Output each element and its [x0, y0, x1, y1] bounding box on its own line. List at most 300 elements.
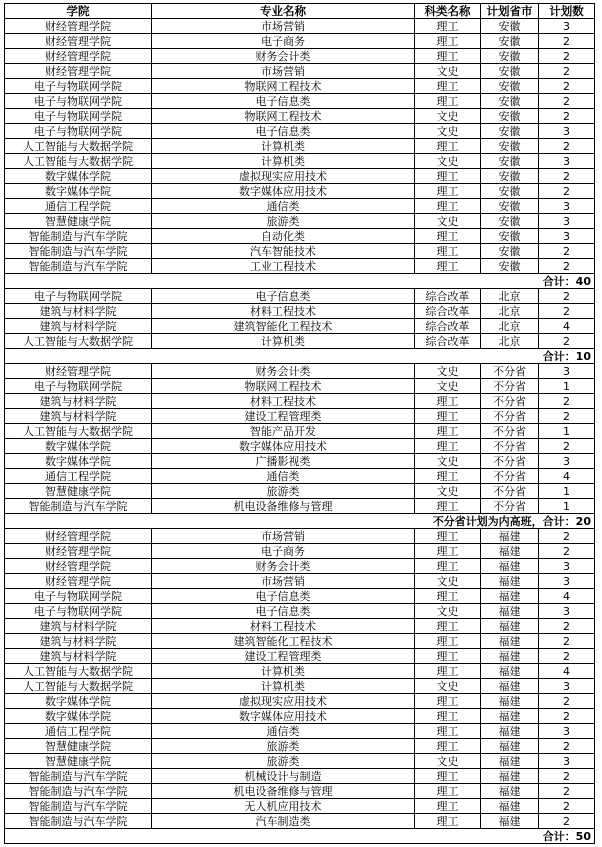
province-cell: 安徽: [481, 139, 539, 154]
table-row: [5, 94, 595, 109]
province-cell: 安徽: [481, 214, 539, 229]
count-cell: 2: [539, 784, 595, 799]
college-cell: 建筑与材料学院: [5, 304, 152, 319]
count-cell: 1: [539, 424, 595, 439]
province-cell: 安徽: [481, 154, 539, 169]
major-cell: 汽车制造类: [152, 814, 415, 829]
count-cell: 3: [539, 454, 595, 469]
major-cell: 物联网工程技术: [152, 79, 415, 94]
section-total: 合计：40: [5, 274, 595, 289]
category-cell: 文史: [415, 154, 481, 169]
province-cell: 福建: [481, 769, 539, 784]
category-cell: 文史: [415, 124, 481, 139]
category-cell: 文史: [415, 679, 481, 694]
count-cell: 2: [539, 814, 595, 829]
province-cell: 北京: [481, 334, 539, 349]
province-cell: 福建: [481, 754, 539, 769]
major-cell: 物联网工程技术: [152, 109, 415, 124]
province-cell: 福建: [481, 814, 539, 829]
college-cell: 电子与物联网学院: [5, 79, 152, 94]
count-cell: 2: [539, 139, 595, 154]
category-cell: 文史: [415, 379, 481, 394]
section-total-row: [5, 274, 595, 289]
table-row: [5, 709, 595, 724]
category-cell: 理工: [415, 19, 481, 34]
college-cell: 建筑与材料学院: [5, 634, 152, 649]
province-cell: 福建: [481, 679, 539, 694]
table-row: [5, 394, 595, 409]
header-row: [5, 4, 595, 19]
category-cell: 理工: [415, 739, 481, 754]
category-cell: 理工: [415, 724, 481, 739]
major-cell: 无人机应用技术: [152, 799, 415, 814]
table-row: [5, 724, 595, 739]
college-cell: 智能制造与汽车学院: [5, 499, 152, 514]
table-row: [5, 409, 595, 424]
major-cell: 工业工程技术: [152, 259, 415, 274]
count-cell: 2: [539, 334, 595, 349]
category-cell: 理工: [415, 649, 481, 664]
category-cell: 理工: [415, 634, 481, 649]
category-cell: 文史: [415, 214, 481, 229]
province-cell: 北京: [481, 319, 539, 334]
category-cell: 理工: [415, 94, 481, 109]
section-total: 合计：10: [5, 349, 595, 364]
college-cell: 数字媒体学院: [5, 169, 152, 184]
province-cell: 不分省: [481, 469, 539, 484]
table-row: [5, 784, 595, 799]
table-row: [5, 559, 595, 574]
province-cell: 福建: [481, 604, 539, 619]
college-cell: 建筑与材料学院: [5, 319, 152, 334]
province-cell: 福建: [481, 709, 539, 724]
count-cell: 2: [539, 739, 595, 754]
count-cell: 3: [539, 199, 595, 214]
count-cell: 2: [539, 34, 595, 49]
province-cell: 福建: [481, 634, 539, 649]
table-row: [5, 184, 595, 199]
college-cell: 财经管理学院: [5, 559, 152, 574]
major-cell: 建筑智能化工程技术: [152, 319, 415, 334]
count-cell: 2: [539, 94, 595, 109]
header-major: 专业名称: [152, 4, 415, 19]
major-cell: 计算机类: [152, 664, 415, 679]
count-cell: 4: [539, 319, 595, 334]
college-cell: 人工智能与大数据学院: [5, 424, 152, 439]
province-cell: 福建: [481, 784, 539, 799]
college-cell: 通信工程学院: [5, 199, 152, 214]
college-cell: 电子与物联网学院: [5, 124, 152, 139]
category-cell: 理工: [415, 49, 481, 64]
category-cell: 综合改革: [415, 319, 481, 334]
table-row: [5, 529, 595, 544]
count-cell: 3: [539, 124, 595, 139]
count-cell: 2: [539, 709, 595, 724]
major-cell: 机电设备维修与管理: [152, 499, 415, 514]
province-cell: 福建: [481, 529, 539, 544]
section-total: 不分省计划为内高班，合计：20: [5, 514, 595, 529]
province-cell: 福建: [481, 649, 539, 664]
table-row: [5, 799, 595, 814]
college-cell: 智慧健康学院: [5, 214, 152, 229]
count-cell: 2: [539, 439, 595, 454]
category-cell: 理工: [415, 394, 481, 409]
count-cell: 2: [539, 799, 595, 814]
college-cell: 智慧健康学院: [5, 739, 152, 754]
table-row: [5, 754, 595, 769]
table-row: [5, 199, 595, 214]
major-cell: 电子信息类: [152, 289, 415, 304]
province-cell: 北京: [481, 289, 539, 304]
major-cell: 电子商务: [152, 544, 415, 559]
table-row: [5, 19, 595, 34]
table-row: [5, 694, 595, 709]
major-cell: 市场营销: [152, 64, 415, 79]
category-cell: 理工: [415, 589, 481, 604]
count-cell: 1: [539, 484, 595, 499]
province-cell: 安徽: [481, 79, 539, 94]
college-cell: 建筑与材料学院: [5, 409, 152, 424]
category-cell: 理工: [415, 664, 481, 679]
major-cell: 广播影视类: [152, 454, 415, 469]
province-cell: 安徽: [481, 229, 539, 244]
section-total: 合计：50: [5, 829, 595, 844]
category-cell: 理工: [415, 544, 481, 559]
table-row: [5, 124, 595, 139]
category-cell: 文史: [415, 64, 481, 79]
table-row: [5, 544, 595, 559]
count-cell: 2: [539, 409, 595, 424]
category-cell: 综合改革: [415, 289, 481, 304]
category-cell: 理工: [415, 229, 481, 244]
count-cell: 3: [539, 364, 595, 379]
category-cell: 理工: [415, 34, 481, 49]
college-cell: 人工智能与大数据学院: [5, 679, 152, 694]
table-row: [5, 319, 595, 334]
major-cell: 财务会计类: [152, 49, 415, 64]
table-row: [5, 814, 595, 829]
college-cell: 通信工程学院: [5, 469, 152, 484]
table-row: [5, 244, 595, 259]
province-cell: 安徽: [481, 64, 539, 79]
province-cell: 安徽: [481, 259, 539, 274]
table-row: [5, 229, 595, 244]
major-cell: 旅游类: [152, 754, 415, 769]
major-cell: 材料工程技术: [152, 304, 415, 319]
province-cell: 安徽: [481, 199, 539, 214]
province-cell: 福建: [481, 694, 539, 709]
college-cell: 人工智能与大数据学院: [5, 334, 152, 349]
count-cell: 3: [539, 724, 595, 739]
count-cell: 2: [539, 619, 595, 634]
province-cell: 安徽: [481, 244, 539, 259]
count-cell: 2: [539, 244, 595, 259]
count-cell: 2: [539, 109, 595, 124]
category-cell: 理工: [415, 79, 481, 94]
college-cell: 智能制造与汽车学院: [5, 799, 152, 814]
college-cell: 智能制造与汽车学院: [5, 229, 152, 244]
table-row: [5, 679, 595, 694]
count-cell: 3: [539, 229, 595, 244]
college-cell: 数字媒体学院: [5, 439, 152, 454]
category-cell: 理工: [415, 529, 481, 544]
table-row: [5, 634, 595, 649]
count-cell: 2: [539, 289, 595, 304]
table-row: [5, 454, 595, 469]
province-cell: 北京: [481, 304, 539, 319]
college-cell: 电子与物联网学院: [5, 604, 152, 619]
college-cell: 财经管理学院: [5, 544, 152, 559]
category-cell: 理工: [415, 259, 481, 274]
college-cell: 建筑与材料学院: [5, 394, 152, 409]
college-cell: 电子与物联网学院: [5, 589, 152, 604]
province-cell: 福建: [481, 544, 539, 559]
count-cell: 1: [539, 499, 595, 514]
major-cell: 计算机类: [152, 679, 415, 694]
college-cell: 电子与物联网学院: [5, 109, 152, 124]
major-cell: 计算机类: [152, 334, 415, 349]
count-cell: 4: [539, 664, 595, 679]
table-row: [5, 214, 595, 229]
table-row: [5, 604, 595, 619]
count-cell: 1: [539, 379, 595, 394]
category-cell: 文史: [415, 484, 481, 499]
major-cell: 通信类: [152, 724, 415, 739]
category-cell: 理工: [415, 439, 481, 454]
count-cell: 2: [539, 529, 595, 544]
province-cell: 福建: [481, 589, 539, 604]
table-row: [5, 574, 595, 589]
province-cell: 不分省: [481, 439, 539, 454]
category-cell: 理工: [415, 244, 481, 259]
college-cell: 数字媒体学院: [5, 709, 152, 724]
major-cell: 电子信息类: [152, 124, 415, 139]
category-cell: 文史: [415, 109, 481, 124]
category-cell: 文史: [415, 364, 481, 379]
section-total-row: [5, 514, 595, 529]
table-row: [5, 169, 595, 184]
province-cell: 不分省: [481, 454, 539, 469]
province-cell: 不分省: [481, 484, 539, 499]
major-cell: 旅游类: [152, 739, 415, 754]
table-row: [5, 484, 595, 499]
header-count: 计划数: [539, 4, 595, 19]
major-cell: 通信类: [152, 199, 415, 214]
count-cell: 2: [539, 649, 595, 664]
category-cell: 文史: [415, 604, 481, 619]
major-cell: 电子商务: [152, 34, 415, 49]
major-cell: 财务会计类: [152, 364, 415, 379]
table-body: [5, 19, 595, 844]
count-cell: 2: [539, 544, 595, 559]
table-row: [5, 49, 595, 64]
province-cell: 安徽: [481, 19, 539, 34]
college-cell: 智能制造与汽车学院: [5, 244, 152, 259]
category-cell: 理工: [415, 199, 481, 214]
category-cell: 理工: [415, 814, 481, 829]
college-cell: 财经管理学院: [5, 364, 152, 379]
college-cell: 财经管理学院: [5, 19, 152, 34]
major-cell: 机电设备维修与管理: [152, 784, 415, 799]
count-cell: 2: [539, 49, 595, 64]
province-cell: 不分省: [481, 424, 539, 439]
count-cell: 2: [539, 169, 595, 184]
college-cell: 智慧健康学院: [5, 484, 152, 499]
major-cell: 财务会计类: [152, 559, 415, 574]
college-cell: 财经管理学院: [5, 529, 152, 544]
province-cell: 福建: [481, 574, 539, 589]
table-row: [5, 589, 595, 604]
province-cell: 福建: [481, 664, 539, 679]
table-row: [5, 109, 595, 124]
header-category: 科类名称: [415, 4, 481, 19]
province-cell: 不分省: [481, 364, 539, 379]
major-cell: 计算机类: [152, 139, 415, 154]
college-cell: 财经管理学院: [5, 34, 152, 49]
college-cell: 数字媒体学院: [5, 454, 152, 469]
category-cell: 理工: [415, 619, 481, 634]
category-cell: 理工: [415, 169, 481, 184]
major-cell: 智能产品开发: [152, 424, 415, 439]
category-cell: 理工: [415, 784, 481, 799]
count-cell: 2: [539, 304, 595, 319]
category-cell: 文史: [415, 574, 481, 589]
count-cell: 3: [539, 574, 595, 589]
college-cell: 智能制造与汽车学院: [5, 259, 152, 274]
province-cell: 福建: [481, 619, 539, 634]
count-cell: 2: [539, 769, 595, 784]
table-row: [5, 154, 595, 169]
college-cell: 数字媒体学院: [5, 184, 152, 199]
section-total-row: [5, 829, 595, 844]
major-cell: 机械设计与制造: [152, 769, 415, 784]
table-row: [5, 619, 595, 634]
province-cell: 不分省: [481, 499, 539, 514]
college-cell: 财经管理学院: [5, 64, 152, 79]
college-cell: 电子与物联网学院: [5, 94, 152, 109]
category-cell: 文史: [415, 754, 481, 769]
major-cell: 自动化类: [152, 229, 415, 244]
table-row: [5, 649, 595, 664]
category-cell: 理工: [415, 424, 481, 439]
table-row: [5, 739, 595, 754]
table-row: [5, 79, 595, 94]
count-cell: 3: [539, 214, 595, 229]
province-cell: 安徽: [481, 49, 539, 64]
header-province: 计划省市: [481, 4, 539, 19]
count-cell: 3: [539, 19, 595, 34]
college-cell: 人工智能与大数据学院: [5, 139, 152, 154]
table-row: [5, 469, 595, 484]
major-cell: 材料工程技术: [152, 619, 415, 634]
province-cell: 福建: [481, 739, 539, 754]
count-cell: 3: [539, 754, 595, 769]
major-cell: 电子信息类: [152, 94, 415, 109]
count-cell: 3: [539, 154, 595, 169]
table-row: [5, 364, 595, 379]
college-cell: 智能制造与汽车学院: [5, 769, 152, 784]
category-cell: 理工: [415, 469, 481, 484]
college-cell: 财经管理学院: [5, 574, 152, 589]
college-cell: 通信工程学院: [5, 724, 152, 739]
major-cell: 电子信息类: [152, 589, 415, 604]
table-row: [5, 259, 595, 274]
major-cell: 通信类: [152, 469, 415, 484]
count-cell: 2: [539, 259, 595, 274]
table-row: [5, 499, 595, 514]
major-cell: 市场营销: [152, 529, 415, 544]
major-cell: 汽车智能技术: [152, 244, 415, 259]
college-cell: 建筑与材料学院: [5, 619, 152, 634]
category-cell: 理工: [415, 694, 481, 709]
table-row: [5, 64, 595, 79]
province-cell: 不分省: [481, 379, 539, 394]
province-cell: 福建: [481, 799, 539, 814]
province-cell: 安徽: [481, 34, 539, 49]
category-cell: 理工: [415, 499, 481, 514]
table-row: [5, 304, 595, 319]
table-row: [5, 769, 595, 784]
province-cell: 不分省: [481, 409, 539, 424]
college-cell: 电子与物联网学院: [5, 379, 152, 394]
province-cell: 安徽: [481, 169, 539, 184]
major-cell: 物联网工程技术: [152, 379, 415, 394]
major-cell: 建设工程管理类: [152, 649, 415, 664]
count-cell: 2: [539, 64, 595, 79]
table-row: [5, 664, 595, 679]
category-cell: 理工: [415, 769, 481, 784]
count-cell: 2: [539, 694, 595, 709]
section-total-row: [5, 349, 595, 364]
count-cell: 4: [539, 589, 595, 604]
enrollment-plan-table: [4, 3, 595, 844]
province-cell: 福建: [481, 559, 539, 574]
major-cell: 数字媒体应用技术: [152, 439, 415, 454]
province-cell: 安徽: [481, 124, 539, 139]
count-cell: 2: [539, 184, 595, 199]
major-cell: 材料工程技术: [152, 394, 415, 409]
table-row: [5, 439, 595, 454]
province-cell: 安徽: [481, 94, 539, 109]
count-cell: 3: [539, 559, 595, 574]
table-row: [5, 424, 595, 439]
major-cell: 建筑智能化工程技术: [152, 634, 415, 649]
category-cell: 综合改革: [415, 334, 481, 349]
college-cell: 人工智能与大数据学院: [5, 154, 152, 169]
province-cell: 福建: [481, 724, 539, 739]
major-cell: 电子信息类: [152, 604, 415, 619]
count-cell: 2: [539, 79, 595, 94]
major-cell: 数字媒体应用技术: [152, 184, 415, 199]
college-cell: 人工智能与大数据学院: [5, 664, 152, 679]
college-cell: 智能制造与汽车学院: [5, 814, 152, 829]
table-row: [5, 139, 595, 154]
count-cell: 3: [539, 604, 595, 619]
college-cell: 建筑与材料学院: [5, 649, 152, 664]
major-cell: 旅游类: [152, 484, 415, 499]
college-cell: 数字媒体学院: [5, 694, 152, 709]
major-cell: 旅游类: [152, 214, 415, 229]
table-row: [5, 379, 595, 394]
category-cell: 理工: [415, 709, 481, 724]
category-cell: 理工: [415, 139, 481, 154]
major-cell: 建设工程管理类: [152, 409, 415, 424]
college-cell: 财经管理学院: [5, 49, 152, 64]
table-row: [5, 34, 595, 49]
category-cell: 理工: [415, 559, 481, 574]
college-cell: 电子与物联网学院: [5, 289, 152, 304]
province-cell: 安徽: [481, 109, 539, 124]
